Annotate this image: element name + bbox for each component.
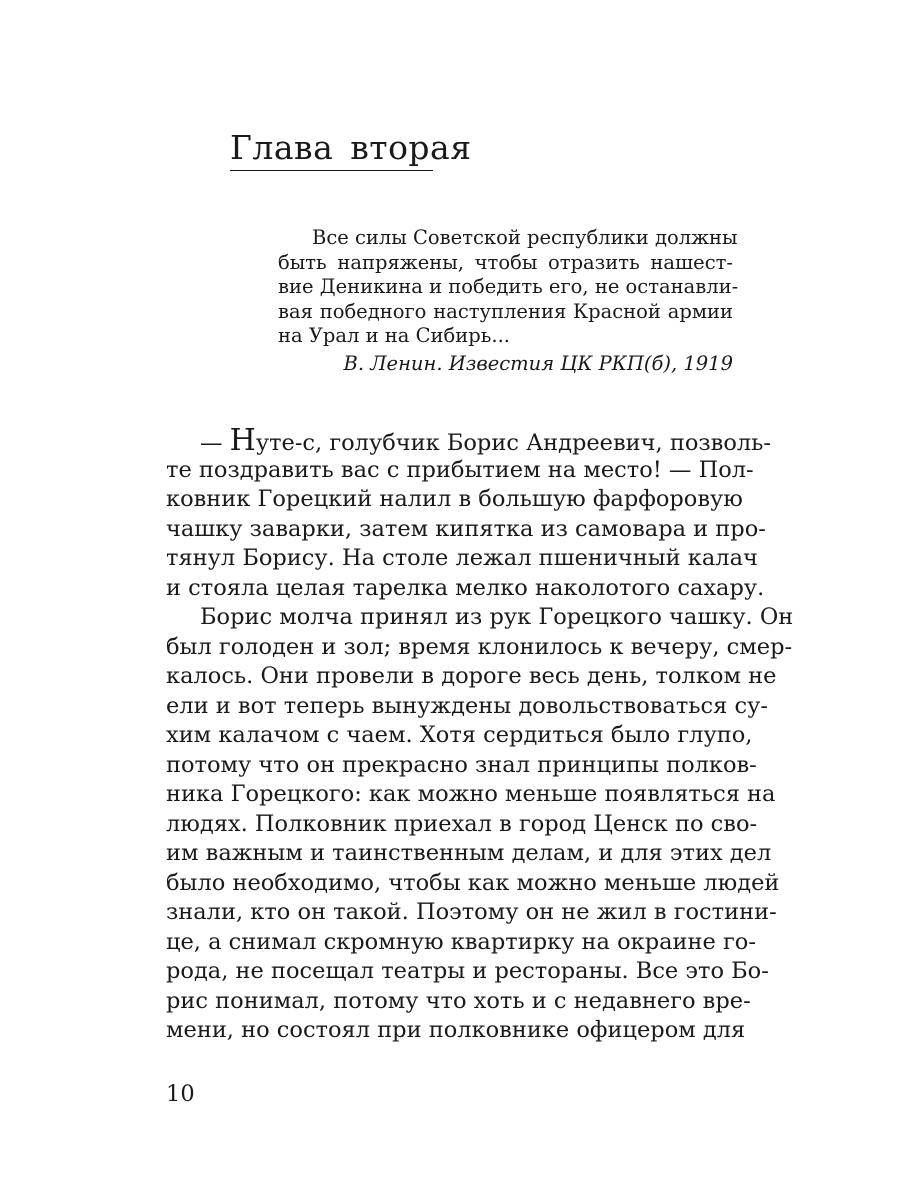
- body-line: людях. Полковник приехал в город Ценск по сво-: [166, 810, 758, 837]
- body-line: те поздравить вас с прибытием на место! — Пол-: [166, 456, 754, 483]
- body-line: чашку заварки, затем кипятка из самовара и про-: [166, 515, 766, 542]
- body-line: рис понимал, потому что хоть и с недавнего вре-: [166, 987, 751, 1014]
- body-line: калось. Они провели в дороге весь день, толком не: [166, 663, 777, 689]
- body-line: рода, не посещал театры и рестораны. Все это Бо-: [166, 958, 769, 984]
- body-line: и стояла целая тарелка мелко наколотого сахару.: [166, 574, 765, 601]
- body-line: Борис молча принял из рук Горецкого чашку. Он: [200, 604, 794, 630]
- body-line: хим калачом с чаем. Хотя сердиться было глупо,: [166, 722, 753, 748]
- epigraph-line: на Урал и на Сибирь...: [278, 324, 510, 348]
- body-line: им важным и таинственным делам, и для этих дел: [166, 840, 772, 866]
- body-line: мени, но состоял при полковнике офицером для: [166, 1017, 746, 1043]
- body-line: ника Горецкого: как можно меньше появляться на: [166, 781, 776, 807]
- page-number: 10: [166, 1081, 195, 1107]
- body-line: потому что он прекрасно знал принципы полков-: [166, 751, 757, 778]
- initial-letter: Н: [229, 423, 256, 458]
- body-line: ковник Горецкий налил в большую фарфоровую: [166, 486, 743, 512]
- body-line: знали, кто он такой. Поэтому он не жил в гостини-: [166, 899, 777, 925]
- body-line: тянул Борису. На столе лежал пшеничный калач: [166, 545, 758, 571]
- epigraph-line: вая победного наступления Красной армии: [278, 299, 733, 323]
- body-line: [166, 423, 772, 458]
- body-line: было необходимо, чтобы как можно меньше людей: [166, 869, 780, 896]
- body-text: [166, 423, 794, 1046]
- epigraph: [278, 226, 739, 349]
- epigraph-source: В. Ленин. Известия ЦК РКП(б), 1919: [343, 352, 733, 375]
- chapter-title-underline: [230, 170, 433, 171]
- body-line: был голоден и зол; время клонилось к вечеру, смер-: [166, 633, 793, 660]
- epigraph-line: быть напряжены, чтобы отразить нашест-: [278, 250, 733, 274]
- epigraph-line: Все силы Советской республики должны: [312, 226, 738, 249]
- chapter-title: Глава вторая: [230, 128, 472, 167]
- opening-line-rest: уте-с, голубчик Борис Андреевич, позволь-: [255, 430, 772, 456]
- opening-dash: —: [200, 430, 230, 456]
- epigraph-line: вие Деникина и победить его, не останавли-: [278, 275, 739, 299]
- body-line: ели и вот теперь вынуждены довольствоваться су-: [166, 692, 768, 719]
- body-line: це, а снимал скромную квартирку на окраине го-: [166, 928, 756, 955]
